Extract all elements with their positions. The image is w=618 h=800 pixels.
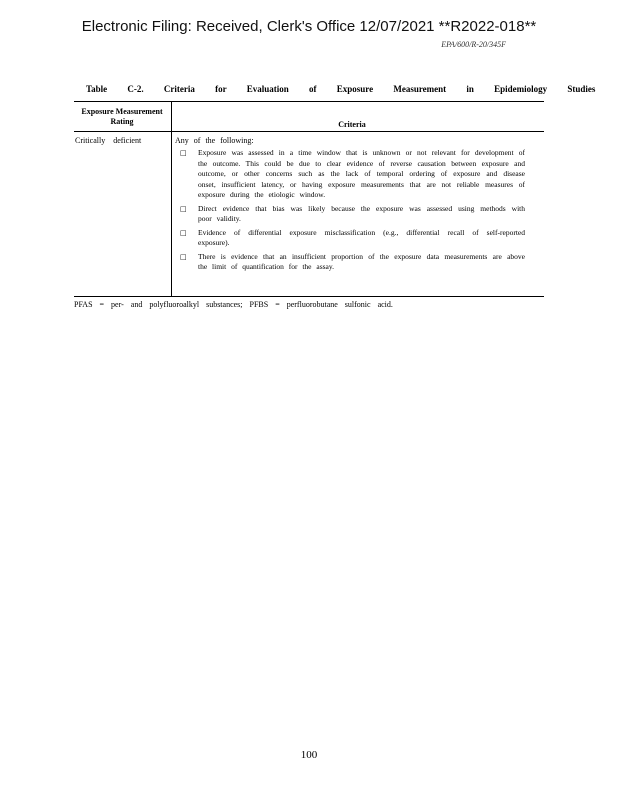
list-item xyxy=(180,204,525,225)
column-header-criteria: Criteria xyxy=(338,120,366,129)
checkbox-icon: □ xyxy=(180,252,187,261)
list-item xyxy=(180,228,525,249)
criteria-text: There is evidence that an insufficient proportion of the exposure data measurements are above the limit of quantification for the assay. xyxy=(198,251,525,271)
list-item xyxy=(180,252,525,273)
checkbox-icon: □ xyxy=(180,204,187,213)
criteria-list xyxy=(180,148,525,276)
table-bottom-rule xyxy=(74,296,544,297)
criteria-intro: Any of the following: xyxy=(175,136,254,145)
header-rule xyxy=(74,131,544,132)
list-item xyxy=(180,148,525,201)
rating-cell: Critically deficient xyxy=(75,136,142,145)
criteria-text: Direct evidence that bias was likely because the exposure was assessed using methods with poor validity. xyxy=(198,203,525,223)
table-top-rule xyxy=(74,101,544,102)
criteria-text: Exposure was assessed in a time window that is unknown or not relevant for development of the outcome. This could be due to clear evidence of reverse causation between exposure and outcome, or other concerns such as the lack of temporal ordering of exposure and disease onset, insufficient latency, or having exposure measurements that are not reliable measures of exposure during the etiologic window. xyxy=(198,148,525,199)
checkbox-icon: □ xyxy=(180,228,187,237)
table-footnote: PFAS = per- and polyfluoroalkyl substances; PFBS = perfluorobutane sulfonic acid. xyxy=(74,300,393,309)
criteria-text: Evidence of differential exposure misclassification (e.g., differential recall of self-reported exposure). xyxy=(198,227,525,247)
column-header-rating: Exposure Measurement Rating xyxy=(81,107,163,126)
page-number: 100 xyxy=(300,749,318,761)
table-caption: Table C-2. Criteria for Evaluation of Exposure Measurement in Epidemiology Studies xyxy=(86,84,596,94)
document-id: EPA/600/R-20/345F xyxy=(441,40,506,49)
checkbox-icon: □ xyxy=(180,149,187,157)
filing-stamp: Electronic Filing: Received, Clerk's Office 12/07/2021 **R2022-018** xyxy=(81,18,537,35)
